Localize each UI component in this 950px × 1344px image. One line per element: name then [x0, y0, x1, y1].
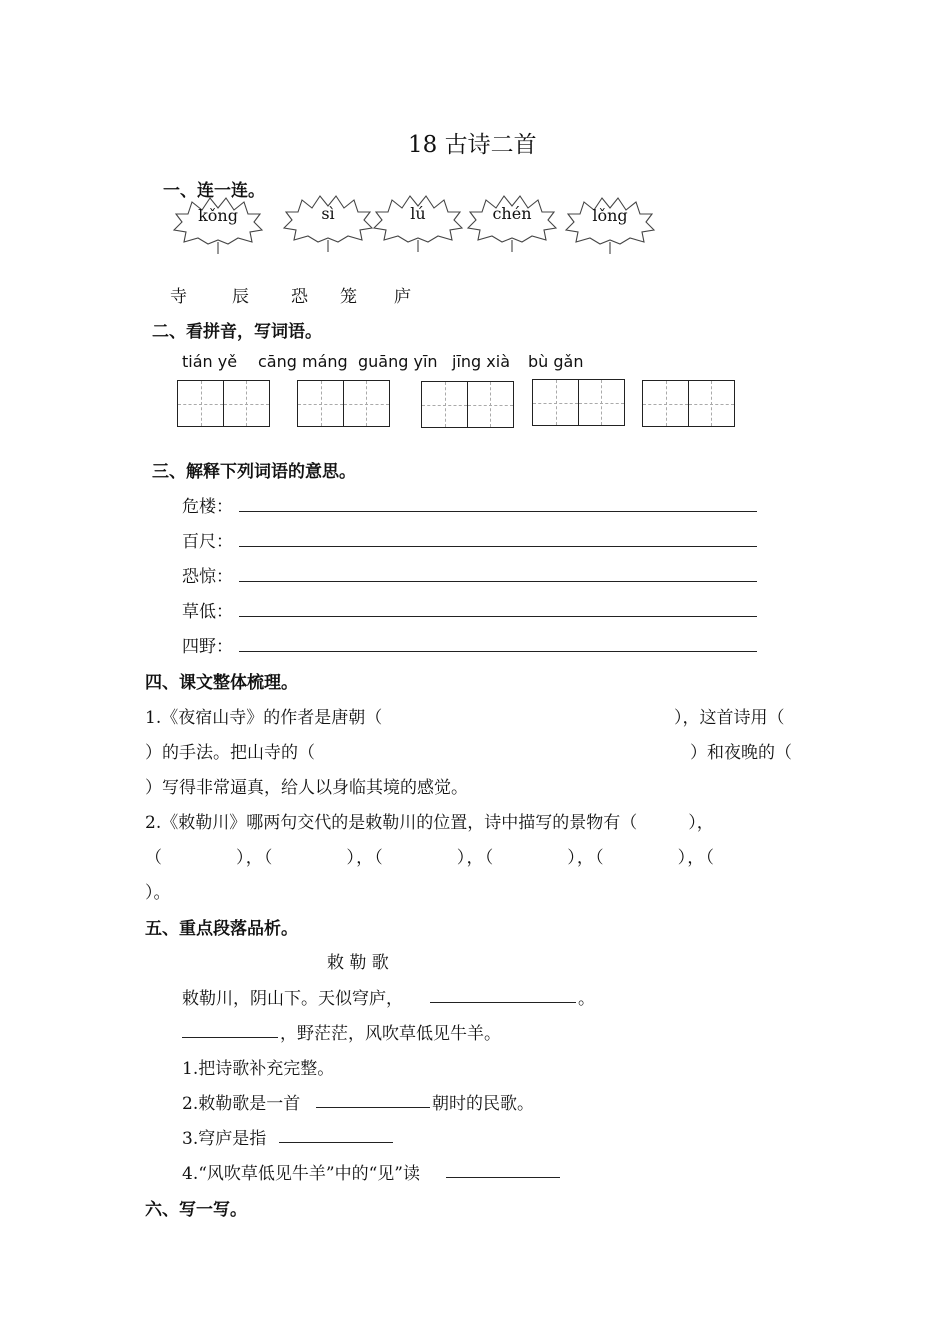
pinyin-bugan: bù gǎn: [528, 352, 584, 371]
section-4-heading: 四、课文整体梳理。: [145, 673, 298, 693]
section-5-heading: 五、重点段落品析。: [145, 919, 298, 939]
word-kongjing: 恐惊：: [182, 567, 233, 587]
leaf-card-2: [282, 194, 374, 254]
pinyin-cangmang: cāng máng: [258, 352, 348, 371]
answer-line-siye[interactable]: [239, 651, 757, 652]
maple-leaf-icon: [564, 196, 656, 256]
writing-grid-3[interactable]: [421, 381, 512, 428]
word-weilou: 危楼：: [182, 497, 233, 517]
leaf-card-4: [466, 194, 558, 254]
word-siye: 四野：: [182, 637, 233, 657]
writing-grid-1[interactable]: [177, 380, 268, 427]
poem-line-1-end: 。: [578, 989, 595, 1009]
q5-2-blank[interactable]: [316, 1107, 430, 1108]
pinyin-si: sì: [321, 204, 335, 223]
writing-grid-5[interactable]: [642, 380, 733, 427]
poem-line-1: 敕勒川，阴山下。天似穹庐，: [182, 989, 403, 1009]
maple-leaf-icon: [172, 196, 264, 256]
pinyin-guangyin: guāng yīn: [358, 352, 438, 371]
pinyin-long: lǒng: [592, 206, 628, 225]
char-1: 寺: [170, 287, 187, 307]
leaf-card-3: [372, 194, 464, 254]
poem-blank-2[interactable]: [182, 1037, 278, 1038]
poem-title: 敕 勒 歌: [327, 953, 389, 973]
writing-grid-2[interactable]: [297, 380, 388, 427]
q5-4: 4.“风吹草低见牛羊”中的“见”读: [182, 1164, 420, 1184]
section-1-heading: 一、连一连。: [163, 181, 265, 201]
leaf-card-5: [564, 196, 656, 256]
answer-line-kongjing[interactable]: [239, 581, 757, 582]
section-6-heading: 六、写一写。: [145, 1200, 247, 1220]
maple-leaf-icon: [466, 194, 558, 254]
poem-blank-1[interactable]: [430, 1002, 576, 1003]
char-3: 恐: [291, 287, 308, 307]
q5-1: 1.把诗歌补充完整。: [182, 1059, 335, 1079]
char-5: 庐: [394, 287, 411, 307]
leaf-card-1: [172, 196, 264, 256]
q5-2-a: 2.敕勒歌是一首: [182, 1094, 301, 1114]
q4-1-line1-a: 1.《夜宿山寺》的作者是唐朝（: [145, 708, 383, 728]
poem-line-2: ，野茫茫，风吹草低见牛羊。: [280, 1024, 501, 1044]
answer-line-caodi[interactable]: [239, 616, 757, 617]
q5-3-blank[interactable]: [279, 1142, 393, 1143]
word-caodi: 草低：: [182, 602, 233, 622]
q4-1-line2-a: ）的手法。把山寺的（: [145, 743, 315, 763]
maple-leaf-icon: [282, 194, 374, 254]
pinyin-kong: kǒng: [198, 206, 238, 225]
pinyin-chen: chén: [492, 204, 532, 223]
q4-2-line1: 2.《敕勒川》哪两句交代的是敕勒川的位置，诗中描写的景物有（ ），: [145, 813, 714, 833]
answer-line-weilou[interactable]: [239, 511, 757, 512]
writing-grid-4[interactable]: [532, 379, 623, 426]
pinyin-jingxia: jīng xià: [452, 352, 510, 371]
pinyin-tianye: tián yě: [182, 352, 238, 371]
page-title: 18 古诗二首: [408, 132, 537, 158]
q4-1-line1-b: ），这首诗用（: [674, 708, 785, 728]
word-baichi: 百尺：: [182, 532, 233, 552]
section-2-heading: 二、看拼音，写词语。: [152, 322, 322, 342]
q4-2-line3: ）。: [145, 883, 171, 903]
q4-1-line2-b: ）和夜晚的（: [690, 743, 792, 763]
q4-2-line2: （ ），（ ），（ ），（ ），（ ），（: [145, 848, 716, 868]
q5-2-b: 朝时的民歌。: [432, 1094, 534, 1114]
section-3-heading: 三、解释下列词语的意思。: [152, 462, 356, 482]
q5-4-blank[interactable]: [446, 1177, 560, 1178]
answer-line-baichi[interactable]: [239, 546, 757, 547]
char-4: 笼: [340, 287, 357, 307]
q5-3: 3.穹庐是指: [182, 1129, 267, 1149]
char-2: 辰: [232, 287, 249, 307]
q4-1-line3: ）写得非常逼真，给人以身临其境的感觉。: [145, 778, 468, 798]
maple-leaf-icon: [372, 194, 464, 254]
pinyin-lu: lú: [410, 204, 426, 223]
